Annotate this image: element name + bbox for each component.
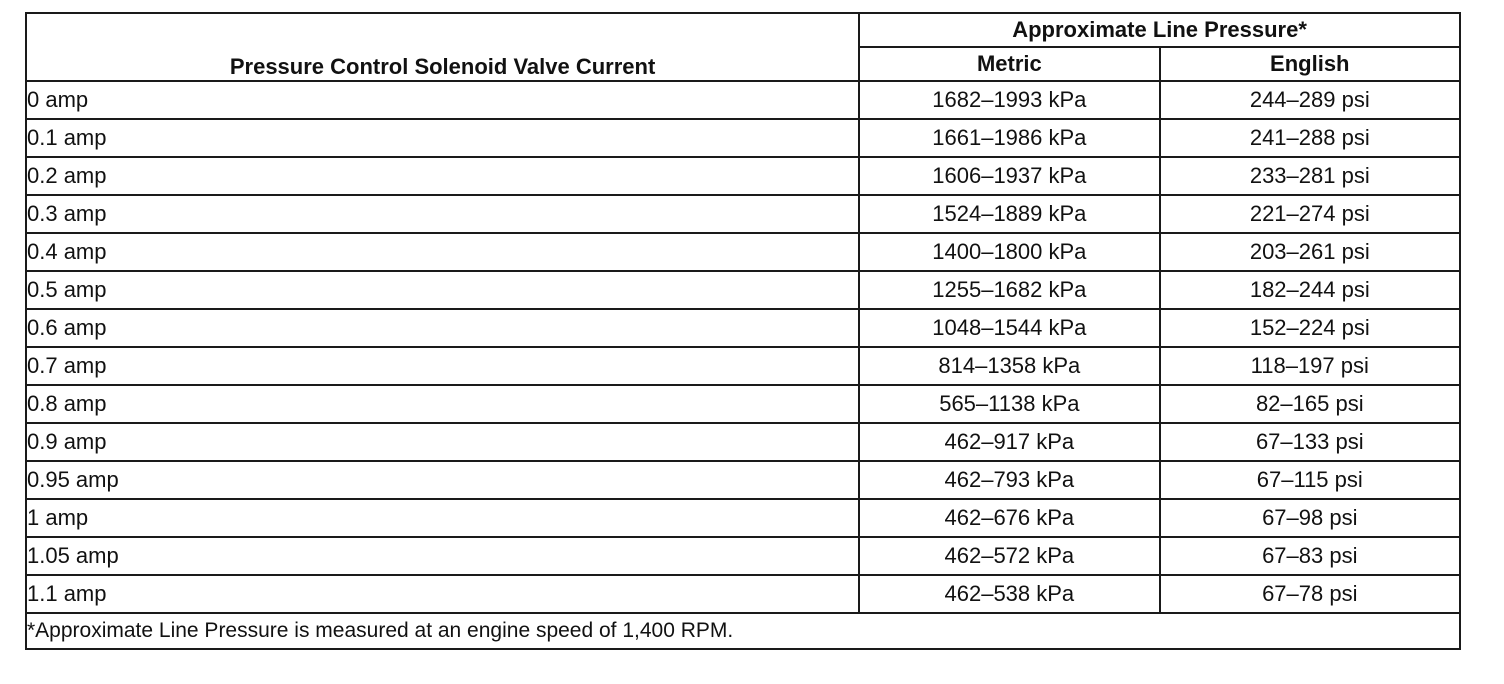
current-cell: 0.7 amp [26,347,859,385]
table-row [26,195,1460,233]
table-row [26,575,1460,613]
table-row [26,119,1460,157]
metric-cell: 1400–1800 kPa [859,233,1159,271]
english-cell: 233–281 psi [1160,157,1460,195]
english-cell: 221–274 psi [1160,195,1460,233]
current-cell: 0.1 amp [26,119,859,157]
current-cell: 0.2 amp [26,157,859,195]
table-row [26,347,1460,385]
metric-cell: 462–793 kPa [859,461,1159,499]
table-row [26,537,1460,575]
current-cell: 1 amp [26,499,859,537]
english-cell: 241–288 psi [1160,119,1460,157]
metric-cell: 462–676 kPa [859,499,1159,537]
table-row [26,385,1460,423]
current-cell: 1.05 amp [26,537,859,575]
english-cell: 67–133 psi [1160,423,1460,461]
current-cell: 1.1 amp [26,575,859,613]
english-cell: 182–244 psi [1160,271,1460,309]
table-row [26,233,1460,271]
current-cell: 0.5 amp [26,271,859,309]
metric-cell: 1606–1937 kPa [859,157,1159,195]
english-cell: 67–83 psi [1160,537,1460,575]
metric-cell: 1661–1986 kPa [859,119,1159,157]
metric-cell: 462–572 kPa [859,537,1159,575]
current-column-header: Pressure Control Solenoid Valve Current [26,13,859,81]
current-cell: 0.6 amp [26,309,859,347]
metric-column-header: Metric [859,47,1159,81]
table-row [26,499,1460,537]
table-row [26,157,1460,195]
table-row [26,423,1460,461]
line-pressure-group-header: Approximate Line Pressure* [859,13,1460,47]
table-row [26,81,1460,119]
pressure-table [25,12,1461,650]
current-cell: 0.4 amp [26,233,859,271]
english-column-header: English [1160,47,1460,81]
current-cell: 0.95 amp [26,461,859,499]
english-cell: 244–289 psi [1160,81,1460,119]
english-cell: 67–78 psi [1160,575,1460,613]
metric-cell: 1048–1544 kPa [859,309,1159,347]
footnote: *Approximate Line Pressure is measured at an engine speed of 1,400 RPM. [26,613,1460,649]
metric-cell: 565–1138 kPa [859,385,1159,423]
metric-cell: 814–1358 kPa [859,347,1159,385]
english-cell: 203–261 psi [1160,233,1460,271]
english-cell: 152–224 psi [1160,309,1460,347]
table-row [26,461,1460,499]
metric-cell: 1255–1682 kPa [859,271,1159,309]
current-cell: 0.8 amp [26,385,859,423]
table-row [26,309,1460,347]
english-cell: 118–197 psi [1160,347,1460,385]
english-cell: 67–115 psi [1160,461,1460,499]
english-cell: 67–98 psi [1160,499,1460,537]
metric-cell: 1524–1889 kPa [859,195,1159,233]
current-cell: 0 amp [26,81,859,119]
metric-cell: 462–538 kPa [859,575,1159,613]
metric-cell: 1682–1993 kPa [859,81,1159,119]
metric-cell: 462–917 kPa [859,423,1159,461]
table-row [26,271,1460,309]
current-cell: 0.9 amp [26,423,859,461]
english-cell: 82–165 psi [1160,385,1460,423]
current-cell: 0.3 amp [26,195,859,233]
